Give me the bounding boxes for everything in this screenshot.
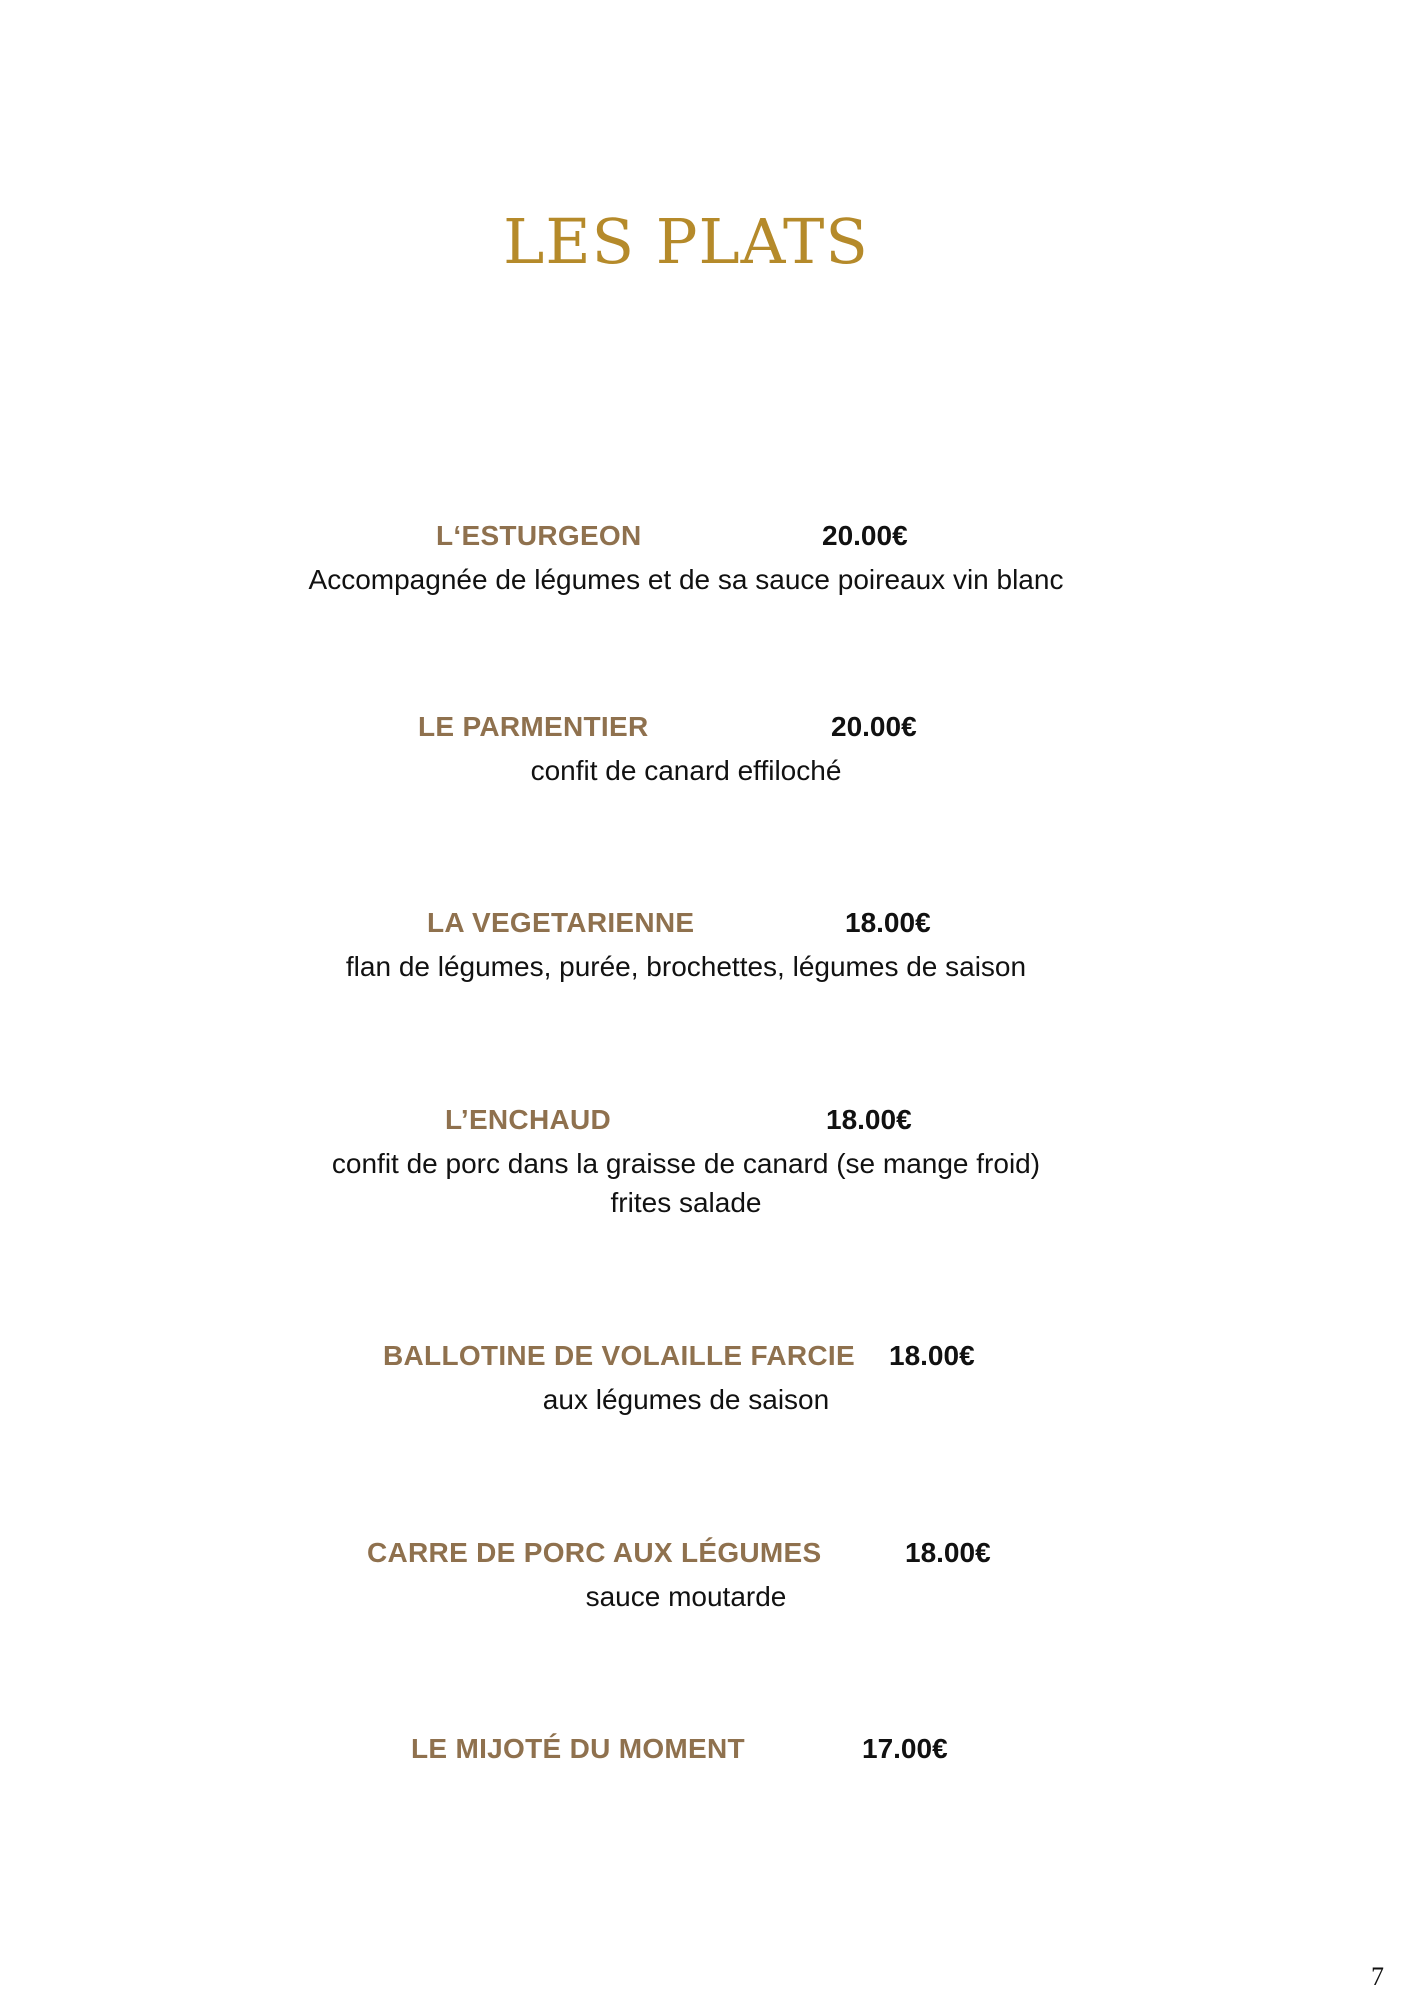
dish-header-row <box>0 1104 1372 1144</box>
dish-name: LE PARMENTIER <box>418 711 649 742</box>
dish-item <box>0 1104 1372 1222</box>
dish-item <box>0 1340 1372 1419</box>
dish-name: L’ENCHAUD <box>445 1104 612 1135</box>
dish-name: BALLOTINE DE VOLAILLE FARCIE <box>383 1340 855 1371</box>
dish-description: sauce moutarde <box>585 1581 787 1612</box>
dish-header-row <box>0 520 1372 560</box>
dish-item <box>0 711 1372 790</box>
dish-description: confit de canard effiloché <box>530 755 842 786</box>
dish-name: CARRE DE PORC AUX LÉGUMES <box>367 1537 822 1568</box>
dish-header-row <box>0 711 1372 751</box>
dish-item <box>0 1733 1372 1773</box>
page-number: 7 <box>1371 1962 1384 1991</box>
dish-description: aux légumes de saison <box>542 1384 830 1415</box>
dish-description: flan de légumes, purée, brochettes, légumes de saison <box>345 951 1027 982</box>
dish-header-row <box>0 1537 1372 1577</box>
dish-description: Accompagnée de légumes et de sa sauce poireaux vin blanc <box>308 564 1064 595</box>
dish-name: LE MIJOTÉ DU MOMENT <box>411 1733 745 1764</box>
dish-header-row <box>0 1733 1372 1773</box>
dish-header-row <box>0 1340 1372 1380</box>
dish-description: confit de porc dans la graisse de canard (se mange froid) <box>331 1148 1041 1179</box>
dish-price: 20.00€ <box>822 520 908 551</box>
dish-price: 18.00€ <box>826 1104 912 1135</box>
dish-item <box>0 907 1372 986</box>
dish-item <box>0 1537 1372 1616</box>
page-title: LES PLATS <box>503 205 869 278</box>
dish-price: 18.00€ <box>905 1537 991 1568</box>
dish-description: frites salade <box>610 1187 762 1218</box>
dish-header-row <box>0 907 1372 947</box>
dish-price: 17.00€ <box>862 1733 948 1764</box>
dish-name: LA VEGETARIENNE <box>427 907 695 938</box>
dish-price: 20.00€ <box>831 711 917 742</box>
dish-item <box>0 520 1372 599</box>
dish-price: 18.00€ <box>889 1340 975 1371</box>
dish-price: 18.00€ <box>845 907 931 938</box>
dish-name: L‘ESTURGEON <box>436 520 642 551</box>
